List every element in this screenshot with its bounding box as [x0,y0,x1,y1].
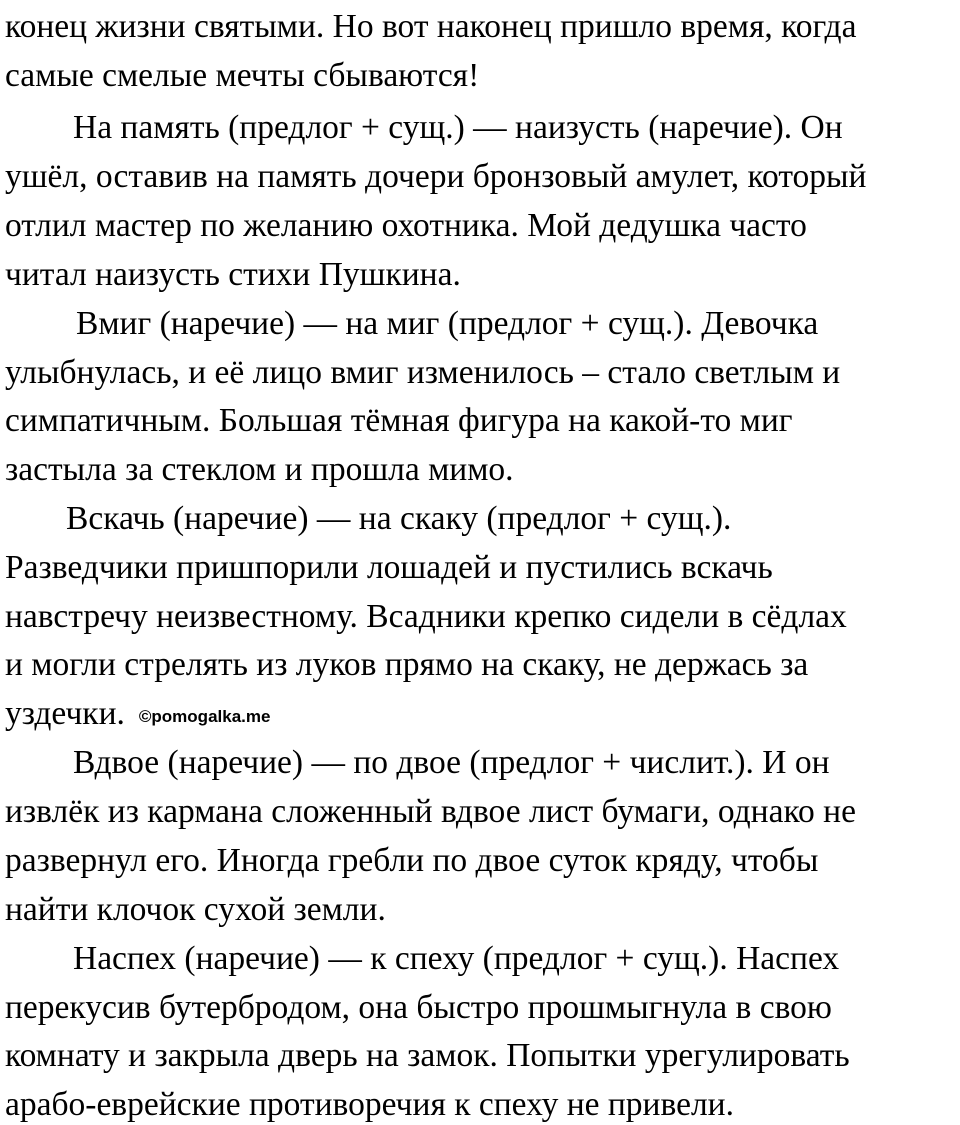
text-line: развернул его. Иногда гребли по двое суток кряду, чтобы [5,842,819,879]
text-line: навстречу неизвестному. Всадники крепко сидели в сёдлах [5,598,847,635]
paragraph-start-line: На память (предлог + сущ.) — наизусть (наречие). Он [73,109,843,146]
text-line: ушёл, оставив на память дочери бронзовый амулет, который [5,158,867,195]
text-line: читал наизусть стихи Пушкина. [5,256,461,293]
text-line: найти клочок сухой земли. [5,891,386,928]
text-line: уздечки. [5,695,125,732]
text-line: застыла за стеклом и прошла мимо. [5,451,514,488]
text-line: и могли стрелять из луков прямо на скаку, не держась за [5,646,809,683]
text-line: Разведчики пришпорили лошадей и пустились вскачь [5,549,773,586]
text-line: самые смелые мечты сбываются! [5,57,480,94]
paragraph-start-line: Наспех (наречие) — к спеху (предлог + сущ.). Наспех [73,940,840,977]
text-line: симпатичным. Большая тёмная фигура на какой-то миг [5,402,793,439]
text-line: перекусив бутербродом, она быстро прошмыгнула в свою [5,989,832,1026]
paragraph-start-line: Вдвое (наречие) — по двое (предлог + числит.). И он [73,744,830,781]
text-line: извлёк из кармана сложенный вдвое лист бумаги, однако не [5,793,856,830]
text-line: конец жизни святыми. Но вот наконец пришло время, когда [5,8,857,45]
text-line: улыбнулась, и её лицо вмиг изменилось – стало светлым и [5,354,841,391]
watermark: ©pomogalka.me [138,707,271,726]
text-line: отлил мастер по желанию охотника. Мой дедушка часто [5,207,807,244]
text-line: арабо-еврейские противоречия к спеху не привели. [5,1086,734,1123]
paragraph-start-line: Вскачь (наречие) — на скаку (предлог + сущ.). [66,500,732,537]
text-line: комнату и закрыла дверь на замок. Попытки урегулировать [5,1037,850,1074]
text-line-with-watermark [5,694,270,737]
paragraph-start-line: Вмиг (наречие) — на миг (предлог + сущ.). Девочка [76,305,819,342]
